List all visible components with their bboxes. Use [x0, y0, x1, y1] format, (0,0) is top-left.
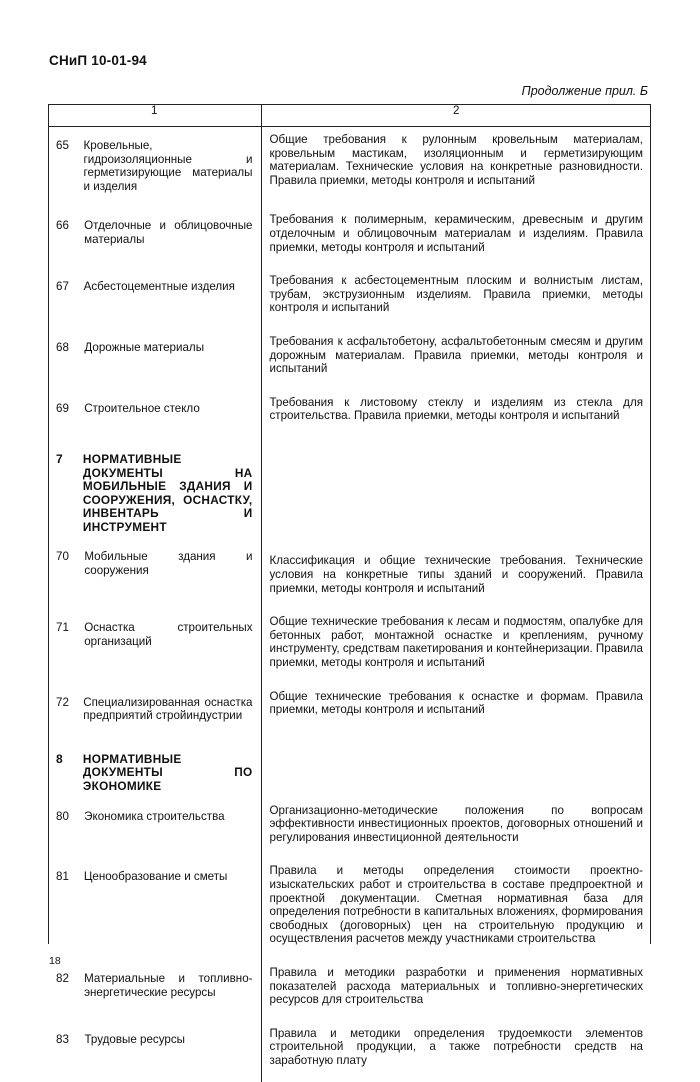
table-row	[48, 390, 651, 437]
column-number-1: 1	[48, 104, 261, 127]
section-number: 8	[56, 751, 63, 766]
row-description: Общие технические требования к оснастке и формам. Правила приемки, методы контроля и испытаний	[269, 689, 643, 717]
row-name: Специализированная оснастка предприятий стройиндустрии	[83, 695, 253, 723]
row-number: 82	[56, 971, 69, 985]
row-name: Асбестоцементные изделия	[83, 280, 235, 294]
continuation-label: Продолжение прил. Б	[521, 84, 648, 98]
row-description: Правила и методики разработки и применения нормативных показателей расхода материальных и топливно-энергетических ресурсов для строительства	[269, 965, 643, 1007]
row-description: Общие технические требования к лесам и подмостям, опалубке для бетонных работ, монтажной оснастке и креплениям, ручному инструменту, средствам пакетирования и контейнеризации. Правила приемки, методы контроля и испытаний	[269, 615, 643, 670]
row-name: Материальные и топливно-энергетические ресурсы	[84, 971, 253, 999]
row-description: Правила и методы определения стоимости проектно-изыскательских работ и строительства в составе предпроектной и проектной документации. Сметная нормативная база для определения потребности в капитальных вложениях, формирования свободных (договорных) цен на строительную продукцию и осуществления расчетов между участниками строительства	[269, 864, 643, 946]
row-name: Оснастка строительных организаций	[84, 621, 253, 648]
row-number: 65	[56, 139, 69, 152]
section-heading-row	[48, 737, 651, 798]
table-row	[48, 1021, 651, 1082]
row-number: 68	[56, 340, 69, 354]
document-code: СНиП 10-01-94	[49, 53, 147, 68]
table-row	[48, 329, 651, 390]
table-row	[48, 127, 651, 208]
table-row	[48, 960, 651, 1021]
table-row	[48, 207, 651, 268]
table-row	[48, 268, 651, 329]
row-description: Требования к листовому стеклу и изделиям из стекла для строительства. Правила приемки, методы контроля и испытаний	[269, 395, 643, 423]
row-description: Правила и методики определения трудоемкости элементов строительной продукции, а также потребности средств на заработную плату	[269, 1026, 643, 1067]
row-name: Отделочные и облицовочные материалы	[84, 219, 253, 246]
row-name: Строительное стекло	[84, 401, 200, 415]
row-number: 67	[56, 280, 69, 294]
table-row	[48, 609, 651, 683]
row-number: 66	[56, 219, 69, 233]
row-name: Мобильные здания и сооружения	[84, 550, 253, 578]
row-description: Классификация и общие технические требования. Технические условия на конкретные типы зданий и сооружений. Правила приемки, методы контроля и испытаний	[269, 554, 643, 595]
row-description: Общие требования к рулонным кровельным материалам, кровельным мастикам, изоляционным и герметизирующим материалам. Технические условия на конкретные разновидности. Правила приемки, методы контроля и испытаний	[269, 133, 643, 187]
row-number: 71	[56, 621, 69, 635]
column-number-row	[48, 104, 651, 127]
row-name: Ценообразование и сметы	[83, 870, 228, 884]
row-number: 80	[56, 809, 69, 823]
table-row	[48, 684, 651, 737]
row-description: Требования к асбестоцементным плоским и волнистым листам, трубам, экструзионным изделиям. Правила приемки, методы контроля и испытаний	[269, 274, 643, 315]
section-title: НОРМАТИВНЫЕ ДОКУМЕНТЫ ПО ЭКОНОМИКЕ	[82, 751, 253, 793]
row-name: Экономика строительства	[84, 809, 225, 823]
row-name: Дорожные материалы	[84, 340, 205, 354]
column-number-2: 2	[261, 104, 651, 127]
table-row	[48, 538, 651, 609]
row-number: 81	[56, 870, 69, 884]
page-number: 18	[49, 955, 61, 967]
row-number: 70	[56, 550, 69, 564]
row-description: Требования к асфальтобетону, асфальтобетонным смесям и другим дорожным материалам. Правила приемки, методы контроля и испытаний	[269, 334, 643, 376]
row-description: Организационно-методические положения по вопросам эффективности инвестиционных проектов, договорных отношений и регулирования инвестиционной деятельности	[269, 803, 643, 844]
row-number: 83	[56, 1032, 69, 1046]
table-row	[48, 858, 651, 960]
row-number: 72	[56, 695, 69, 709]
row-name: Кровельные, гидроизоляционные и герметизирующие материалы и изделия	[83, 139, 253, 193]
row-name: Трудовые ресурсы	[84, 1032, 185, 1046]
section-number: 7	[56, 451, 63, 466]
row-description: Требования к полимерным, керамическим, древесным и другим отделочным и облицовочным материалам и изделиям. Правила приемки, методы контроля и испытаний	[269, 213, 643, 254]
section-title: НОРМАТИВНЫЕ ДОКУМЕНТЫ НА МОБИЛЬНЫЕ ЗДАНИЯ И СООРУЖЕНИЯ, ОСНАСТКУ, ИНВЕНТАРЬ И ИНСТРУМЕНТ	[82, 451, 253, 534]
row-number: 69	[56, 401, 69, 415]
table-row	[48, 798, 651, 859]
section-heading-row	[48, 437, 651, 539]
standards-table	[48, 104, 651, 1082]
